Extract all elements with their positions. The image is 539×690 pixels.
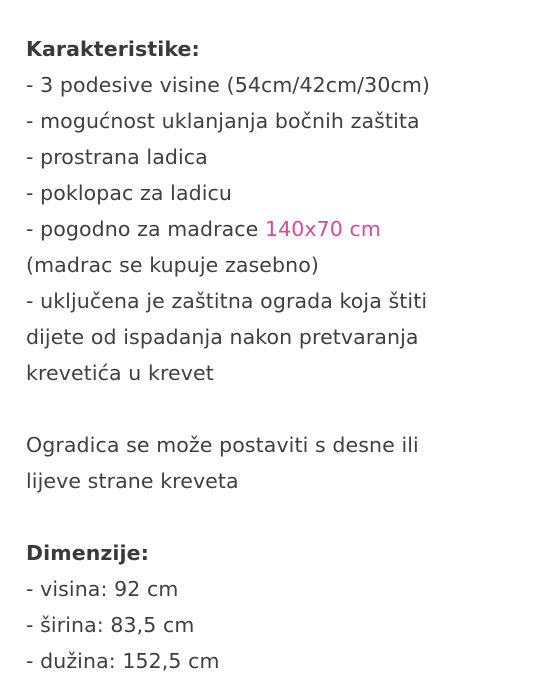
mattress-prefix: - pogodno za madrace xyxy=(26,217,265,241)
list-item: - 3 podesive visine (54cm/42cm/30cm) xyxy=(26,73,431,97)
mattress-note: (madrac se kupuje zasebno) xyxy=(26,253,319,277)
guard-item-line: krevetića u krevet xyxy=(26,361,214,385)
spacer xyxy=(26,499,539,535)
list-item: - prostrana ladica xyxy=(26,145,208,169)
guard-item-line: dijete od ispadanja nakon pretvaranja xyxy=(26,325,419,349)
list-item: - mogućnost uklanjanja bočnih zaštita xyxy=(26,109,420,133)
mattress-size-highlight: 140x70 cm xyxy=(264,217,381,241)
note-line: Ogradica se može postaviti s desne ili xyxy=(26,433,419,457)
spacer xyxy=(26,391,539,427)
mattress-item xyxy=(26,211,539,247)
note-line: lijeve strane kreveta xyxy=(26,469,239,493)
dimension-item: - visina: 92 cm xyxy=(26,577,179,601)
guard-item-line: - uključena je zaštitna ograda koja štiti xyxy=(26,289,428,313)
dimension-item: - dužina: 152,5 cm xyxy=(26,649,220,673)
dimension-item: - širina: 83,5 cm xyxy=(26,613,195,637)
list-item: - poklopac za ladicu xyxy=(26,181,233,205)
characteristics-heading: Karakteristike: xyxy=(26,37,200,61)
dimensions-heading: Dimenzije: xyxy=(26,541,149,565)
